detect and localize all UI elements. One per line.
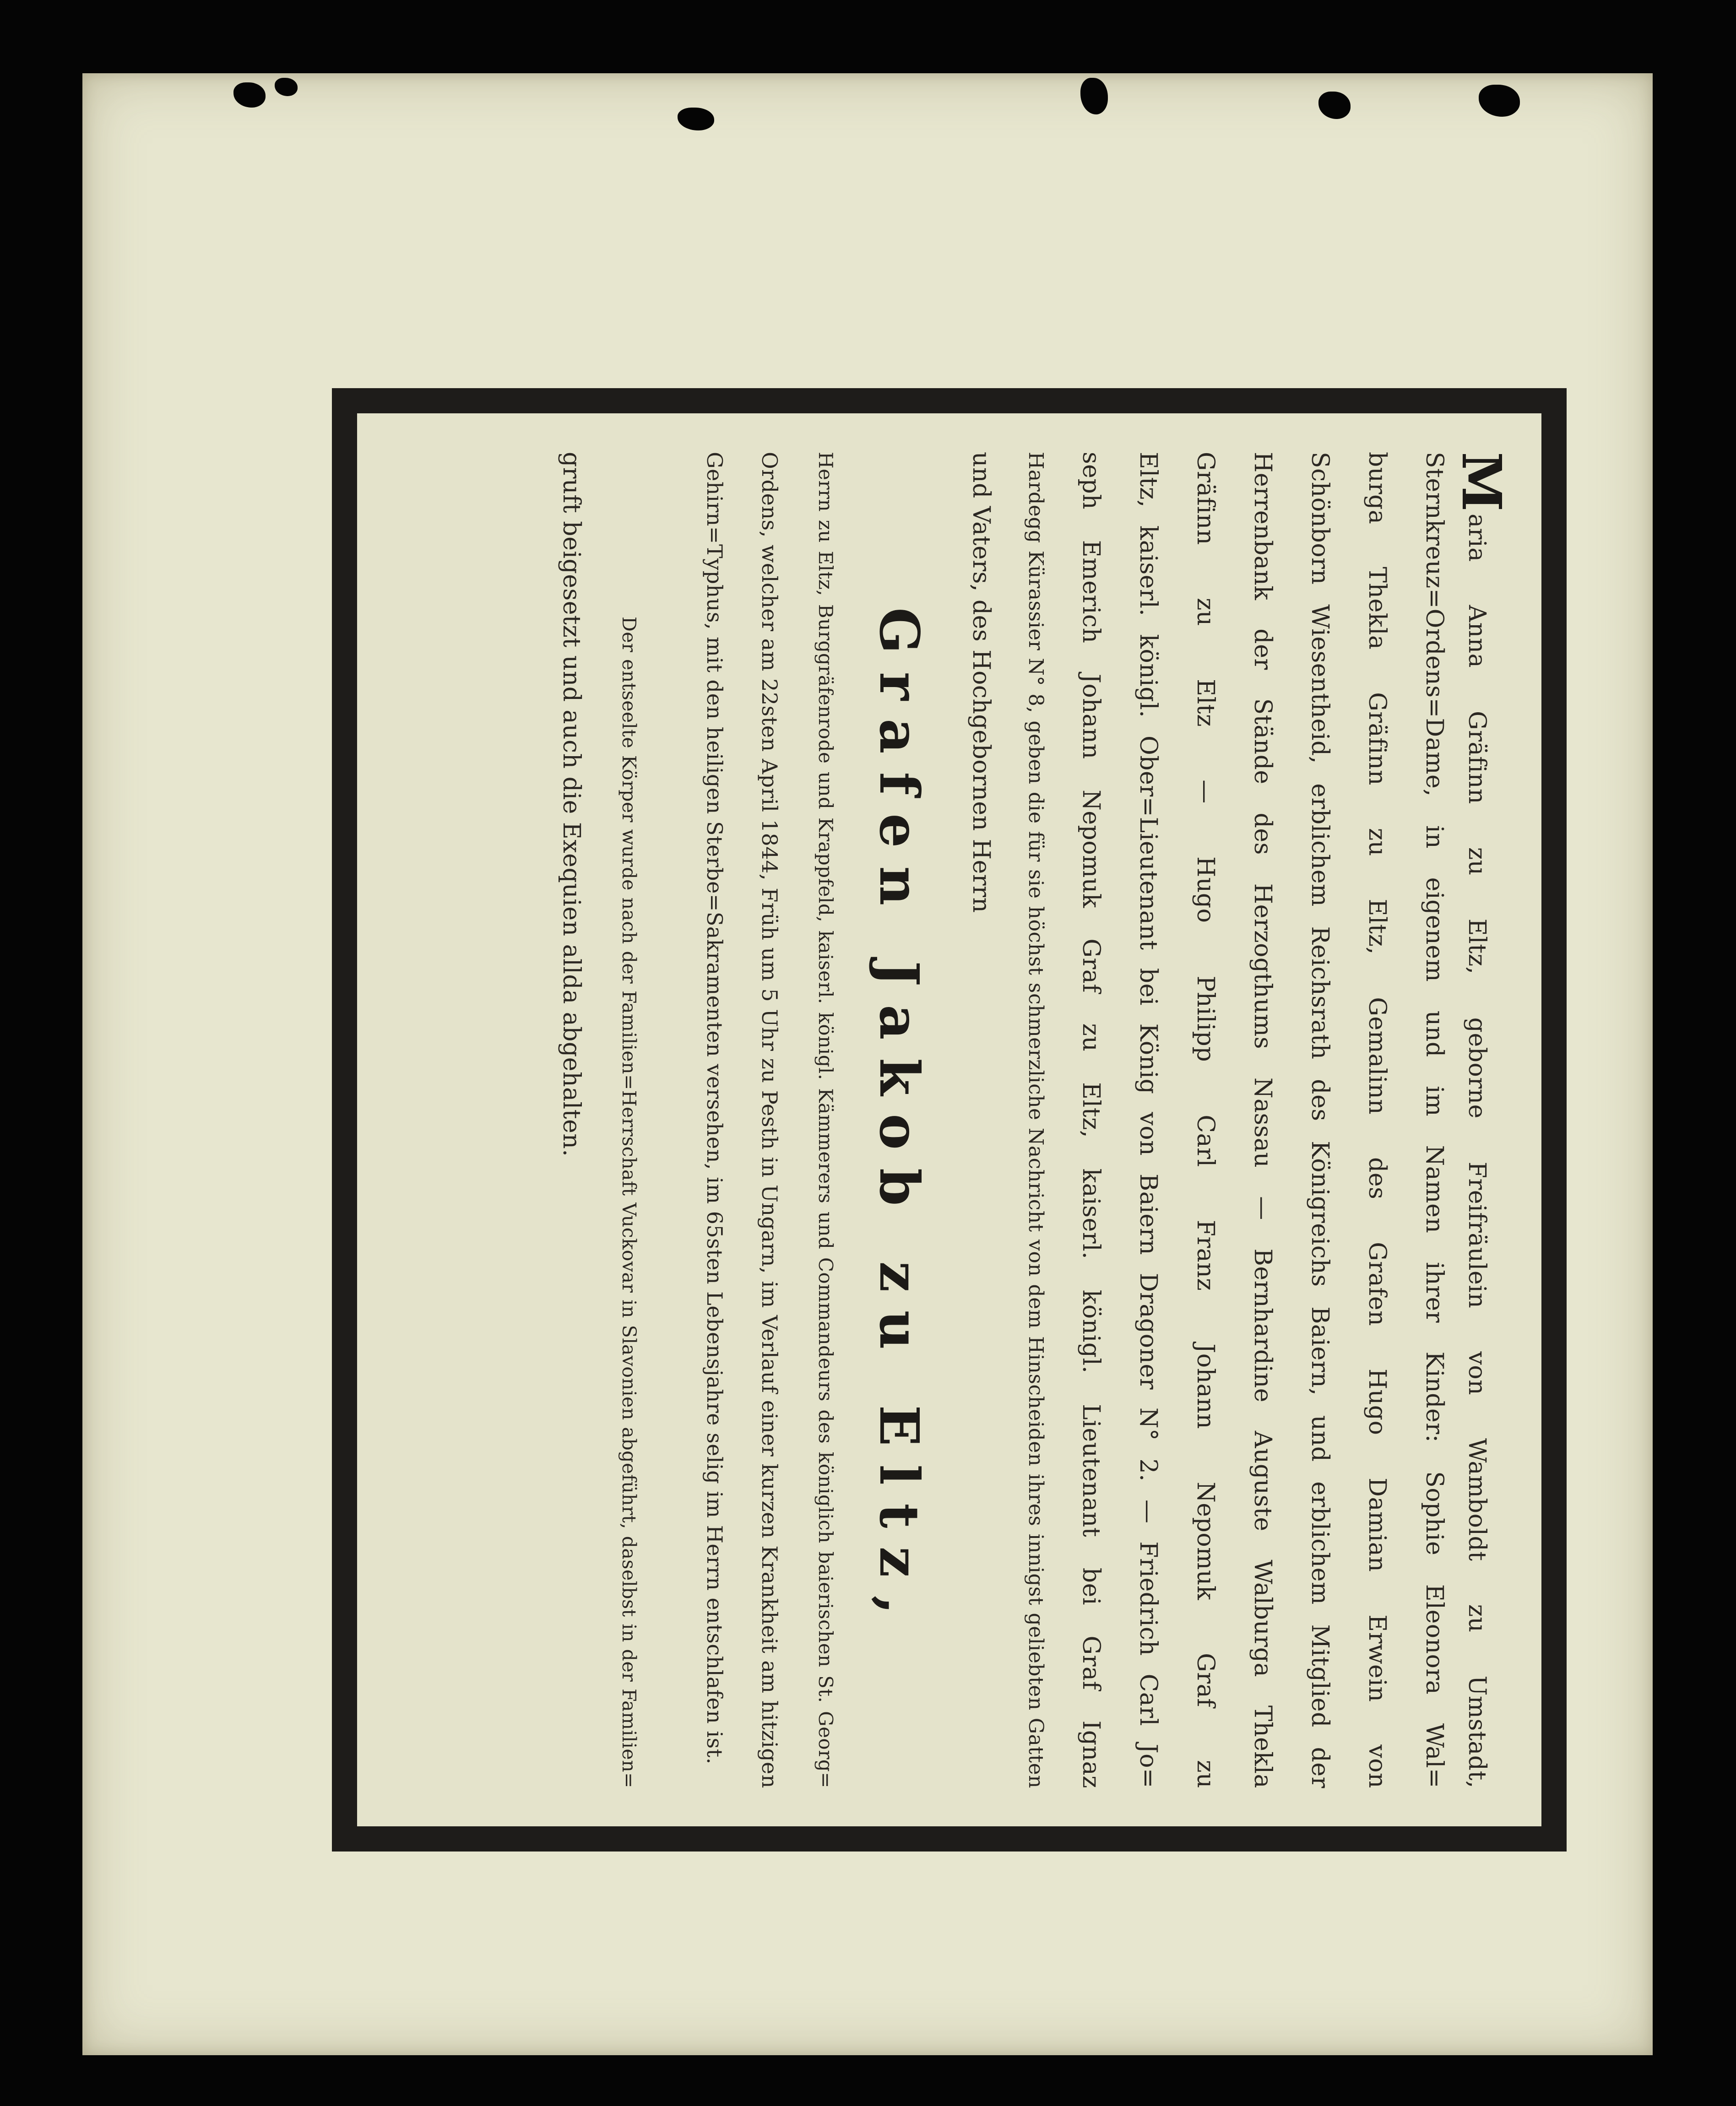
notice-line-12: Ordens, welcher am 22sten April 1844, Früh um 5 Uhr zu Pesth in Ungarn, im Verlauf einer kurzen Krankheit am hitzigen	[757, 451, 782, 1788]
notice-line-15: gruft beigesetzt und auch die Exequien allda abgehalten.	[557, 451, 585, 1157]
tear-hole	[1080, 78, 1108, 114]
notice-line-14: Der entseelte Körper wurde nach der Familien=Herrschaft Vuckovar in Slavonien abgeführt, daselbst in der Familien=	[618, 616, 640, 1788]
tear-hole	[1318, 92, 1351, 119]
death-notice-text	[393, 451, 1514, 1788]
notice-line-7: Eltz, kaiserl. königl. Ober=Lieutenant bei König von Baiern Dragoner N° 2. — Friedrich Carl Jo=	[1134, 451, 1162, 1788]
notice-line-1	[1449, 451, 1514, 1788]
notice-text: aria Anna Gräfinn zu Eltz, geborne Freifräulein von Wamboldt zu Umstadt,	[1463, 513, 1491, 1788]
tear-hole	[678, 108, 714, 130]
notice-line-10: und Vaters, des Hochgebornen Herrn	[967, 451, 995, 913]
tear-hole	[1479, 85, 1520, 117]
paper-sheet	[82, 73, 1653, 2055]
notice-line-11: Herrn zu Eltz, Burggräfenrode und Krappfeld, kaiserl. königl. Kämmerers und Commandeurs des königlich baierischen St. Georg=	[814, 451, 837, 1788]
notice-line-4: Schönborn Wiesentheid, erblichem Reichsrath des Königreichs Baiern, und erblichem Mitglied der	[1306, 451, 1334, 1788]
mourning-border-frame	[332, 388, 1567, 1852]
deceased-name-heading: Grafen Jakob zu Eltz,	[867, 607, 931, 1633]
notice-line-6: Gräfinn zu Eltz — Hugo Philipp Carl Franz Johann Nepomuk Graf zu	[1191, 451, 1219, 1788]
notice-line-13: Gehirn=Typhus, mit den heiligen Sterbe=Sakramenten versehen, im 65sten Lebensjahre selig im Herrn entschlafen ist.	[702, 451, 727, 1765]
notice-line-9: Hardegg Kürassier N° 8, geben die für sie höchst schmerzliche Nachricht von dem Hinscheiden ihres innigst geliebten Gatten	[1024, 451, 1047, 1788]
notice-line-3: burga Thekla Gräfinn zu Eltz, Gemalinn des Grafen Hugo Damian Erwein von	[1363, 451, 1391, 1788]
drop-cap: M	[1449, 451, 1514, 512]
notice-line-8: seph Emerich Johann Nepomuk Graf zu Eltz, kaiserl. königl. Lieutenant bei Graf Ignaz	[1077, 451, 1105, 1788]
notice-line-5: Herrenbank der Stände des Herzogthums Nassau — Bernhardine Auguste Walburga Thekla	[1248, 451, 1276, 1788]
notice-line-2: Sternkreuz=Ordens=Dame, in eigenem und im Namen ihrer Kinder: Sophie Eleonora Wal=	[1420, 451, 1448, 1788]
tear-hole	[233, 82, 266, 108]
tear-hole	[275, 78, 298, 96]
rotated-text-block	[393, 451, 1514, 1788]
